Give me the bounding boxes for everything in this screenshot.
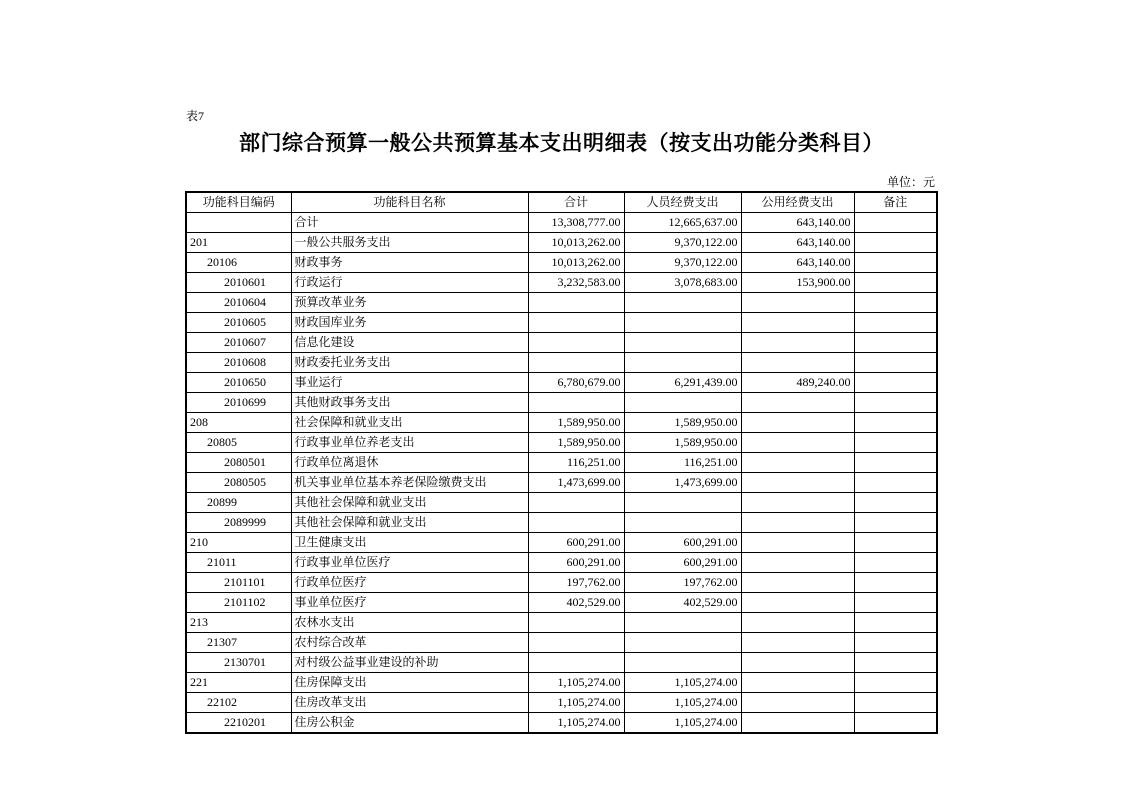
personnel-cell: 1,105,274.00	[624, 673, 741, 693]
code-cell: 2010601	[186, 273, 291, 293]
public-cell	[741, 493, 854, 513]
code-cell: 2010605	[186, 313, 291, 333]
table-row	[186, 393, 937, 413]
code-cell: 2010604	[186, 293, 291, 313]
personnel-cell: 12,665,637.00	[624, 213, 741, 233]
public-cell	[741, 393, 854, 413]
remark-cell	[854, 273, 937, 293]
remark-cell	[854, 453, 937, 473]
total-cell	[528, 313, 624, 333]
total-cell	[528, 393, 624, 413]
remark-cell	[854, 373, 937, 393]
remark-cell	[854, 333, 937, 353]
total-cell: 116,251.00	[528, 453, 624, 473]
column-header-total: 合计	[528, 192, 624, 213]
total-cell: 3,232,583.00	[528, 273, 624, 293]
name-cell: 农村综合改革	[291, 633, 528, 653]
total-cell: 402,529.00	[528, 593, 624, 613]
column-header-code: 功能科目编码	[186, 192, 291, 213]
code-cell: 2089999	[186, 513, 291, 533]
remark-cell	[854, 473, 937, 493]
table-row	[186, 473, 937, 493]
public-cell	[741, 313, 854, 333]
code-cell: 2080501	[186, 453, 291, 473]
remark-cell	[854, 213, 937, 233]
personnel-cell: 1,473,699.00	[624, 473, 741, 493]
table-row	[186, 693, 937, 713]
code-cell	[186, 213, 291, 233]
remark-cell	[854, 513, 937, 533]
public-cell	[741, 613, 854, 633]
public-cell: 489,240.00	[741, 373, 854, 393]
remark-cell	[854, 573, 937, 593]
table-row	[186, 493, 937, 513]
personnel-cell	[624, 293, 741, 313]
table-row	[186, 253, 937, 273]
personnel-cell	[624, 333, 741, 353]
remark-cell	[854, 393, 937, 413]
table-row	[186, 353, 937, 373]
table-row	[186, 553, 937, 573]
total-cell	[528, 353, 624, 373]
code-cell: 2101102	[186, 593, 291, 613]
code-cell: 2010699	[186, 393, 291, 413]
remark-cell	[854, 713, 937, 734]
total-cell	[528, 493, 624, 513]
personnel-cell	[624, 493, 741, 513]
name-cell: 信息化建设	[291, 333, 528, 353]
public-cell	[741, 353, 854, 373]
code-cell: 2210201	[186, 713, 291, 734]
table-row	[186, 413, 937, 433]
total-cell: 1,105,274.00	[528, 713, 624, 734]
remark-cell	[854, 233, 937, 253]
remark-cell	[854, 253, 937, 273]
personnel-cell: 3,078,683.00	[624, 273, 741, 293]
code-cell: 22102	[186, 693, 291, 713]
remark-cell	[854, 593, 937, 613]
personnel-cell: 9,370,122.00	[624, 233, 741, 253]
name-cell: 合计	[291, 213, 528, 233]
personnel-cell	[624, 353, 741, 373]
remark-cell	[854, 413, 937, 433]
code-cell: 210	[186, 533, 291, 553]
public-cell	[741, 293, 854, 313]
total-cell	[528, 653, 624, 673]
code-cell: 2010608	[186, 353, 291, 373]
public-cell	[741, 453, 854, 473]
remark-cell	[854, 493, 937, 513]
name-cell: 住房公积金	[291, 713, 528, 734]
personnel-cell	[624, 633, 741, 653]
personnel-cell: 1,105,274.00	[624, 693, 741, 713]
personnel-cell: 1,105,274.00	[624, 713, 741, 734]
public-cell	[741, 673, 854, 693]
personnel-cell: 9,370,122.00	[624, 253, 741, 273]
code-cell: 21307	[186, 633, 291, 653]
table-row	[186, 573, 937, 593]
public-cell	[741, 633, 854, 653]
name-cell: 事业运行	[291, 373, 528, 393]
table-row	[186, 653, 937, 673]
public-cell	[741, 573, 854, 593]
remark-cell	[854, 693, 937, 713]
personnel-cell: 600,291.00	[624, 553, 741, 573]
total-cell: 600,291.00	[528, 553, 624, 573]
code-cell: 20805	[186, 433, 291, 453]
code-cell: 20899	[186, 493, 291, 513]
name-cell: 对村级公益事业建设的补助	[291, 653, 528, 673]
name-cell: 机关事业单位基本养老保险缴费支出	[291, 473, 528, 493]
remark-cell	[854, 653, 937, 673]
name-cell: 财政事务	[291, 253, 528, 273]
name-cell: 住房改革支出	[291, 693, 528, 713]
total-cell: 600,291.00	[528, 533, 624, 553]
personnel-cell	[624, 313, 741, 333]
name-cell: 财政委托业务支出	[291, 353, 528, 373]
remark-cell	[854, 293, 937, 313]
total-cell: 10,013,262.00	[528, 253, 624, 273]
personnel-cell	[624, 393, 741, 413]
name-cell: 预算改革业务	[291, 293, 528, 313]
table-row	[186, 233, 937, 253]
table-row	[186, 313, 937, 333]
personnel-cell: 402,529.00	[624, 593, 741, 613]
code-cell: 208	[186, 413, 291, 433]
name-cell: 行政事业单位养老支出	[291, 433, 528, 453]
code-cell: 21011	[186, 553, 291, 573]
table-row	[186, 333, 937, 353]
table-row	[186, 513, 937, 533]
table-row	[186, 213, 937, 233]
table-row	[186, 533, 937, 553]
name-cell: 住房保障支出	[291, 673, 528, 693]
personnel-cell: 600,291.00	[624, 533, 741, 553]
public-cell	[741, 693, 854, 713]
table-row	[186, 633, 937, 653]
name-cell: 行政事业单位医疗	[291, 553, 528, 573]
page-title: 部门综合预算一般公共预算基本支出明细表（按支出功能分类科目）	[239, 131, 884, 155]
name-cell: 行政运行	[291, 273, 528, 293]
public-cell	[741, 533, 854, 553]
table-number-label: 表7	[186, 109, 205, 123]
public-cell	[741, 333, 854, 353]
code-cell: 2010607	[186, 333, 291, 353]
table-body	[186, 213, 937, 734]
public-cell	[741, 433, 854, 453]
personnel-cell: 116,251.00	[624, 453, 741, 473]
public-cell	[741, 713, 854, 734]
total-cell: 6,780,679.00	[528, 373, 624, 393]
total-cell: 13,308,777.00	[528, 213, 624, 233]
code-cell: 221	[186, 673, 291, 693]
total-cell	[528, 513, 624, 533]
code-cell: 213	[186, 613, 291, 633]
total-cell: 1,589,950.00	[528, 433, 624, 453]
code-cell: 2080505	[186, 473, 291, 493]
remark-cell	[854, 633, 937, 653]
name-cell: 卫生健康支出	[291, 533, 528, 553]
public-cell: 643,140.00	[741, 213, 854, 233]
name-cell: 其他财政事务支出	[291, 393, 528, 413]
total-cell	[528, 613, 624, 633]
table-row	[186, 453, 937, 473]
code-cell: 2010650	[186, 373, 291, 393]
budget-table	[185, 191, 938, 734]
total-cell: 197,762.00	[528, 573, 624, 593]
public-cell: 643,140.00	[741, 253, 854, 273]
code-cell: 20106	[186, 253, 291, 273]
public-cell	[741, 593, 854, 613]
remark-cell	[854, 433, 937, 453]
personnel-cell	[624, 513, 741, 533]
total-cell	[528, 633, 624, 653]
remark-cell	[854, 313, 937, 333]
table-row	[186, 673, 937, 693]
public-cell	[741, 513, 854, 533]
public-cell	[741, 653, 854, 673]
total-cell: 1,473,699.00	[528, 473, 624, 493]
table-row	[186, 433, 937, 453]
name-cell: 一般公共服务支出	[291, 233, 528, 253]
table-row	[186, 613, 937, 633]
total-cell: 10,013,262.00	[528, 233, 624, 253]
public-cell	[741, 473, 854, 493]
name-cell: 行政单位医疗	[291, 573, 528, 593]
code-cell: 2130701	[186, 653, 291, 673]
name-cell: 其他社会保障和就业支出	[291, 493, 528, 513]
remark-cell	[854, 353, 937, 373]
column-header-remark: 备注	[854, 192, 937, 213]
remark-cell	[854, 613, 937, 633]
public-cell: 643,140.00	[741, 233, 854, 253]
personnel-cell: 197,762.00	[624, 573, 741, 593]
name-cell: 其他社会保障和就业支出	[291, 513, 528, 533]
column-header-name: 功能科目名称	[291, 192, 528, 213]
personnel-cell	[624, 653, 741, 673]
table-row	[186, 593, 937, 613]
name-cell: 事业单位医疗	[291, 593, 528, 613]
total-cell: 1,105,274.00	[528, 673, 624, 693]
remark-cell	[854, 673, 937, 693]
personnel-cell: 1,589,950.00	[624, 433, 741, 453]
column-header-public: 公用经费支出	[741, 192, 854, 213]
unit-label: 单位：元	[886, 175, 935, 189]
code-cell: 201	[186, 233, 291, 253]
table-row	[186, 713, 937, 734]
table-row	[186, 293, 937, 313]
code-cell: 2101101	[186, 573, 291, 593]
personnel-cell: 1,589,950.00	[624, 413, 741, 433]
column-header-personnel: 人员经费支出	[624, 192, 741, 213]
name-cell: 财政国库业务	[291, 313, 528, 333]
remark-cell	[854, 553, 937, 573]
name-cell: 农林水支出	[291, 613, 528, 633]
total-cell	[528, 333, 624, 353]
total-cell: 1,589,950.00	[528, 413, 624, 433]
personnel-cell: 6,291,439.00	[624, 373, 741, 393]
name-cell: 行政单位离退休	[291, 453, 528, 473]
public-cell	[741, 413, 854, 433]
remark-cell	[854, 533, 937, 553]
total-cell	[528, 293, 624, 313]
table-row	[186, 373, 937, 393]
name-cell: 社会保障和就业支出	[291, 413, 528, 433]
total-cell: 1,105,274.00	[528, 693, 624, 713]
public-cell: 153,900.00	[741, 273, 854, 293]
public-cell	[741, 553, 854, 573]
personnel-cell	[624, 613, 741, 633]
table-row	[186, 273, 937, 293]
table-header-row	[186, 192, 937, 213]
